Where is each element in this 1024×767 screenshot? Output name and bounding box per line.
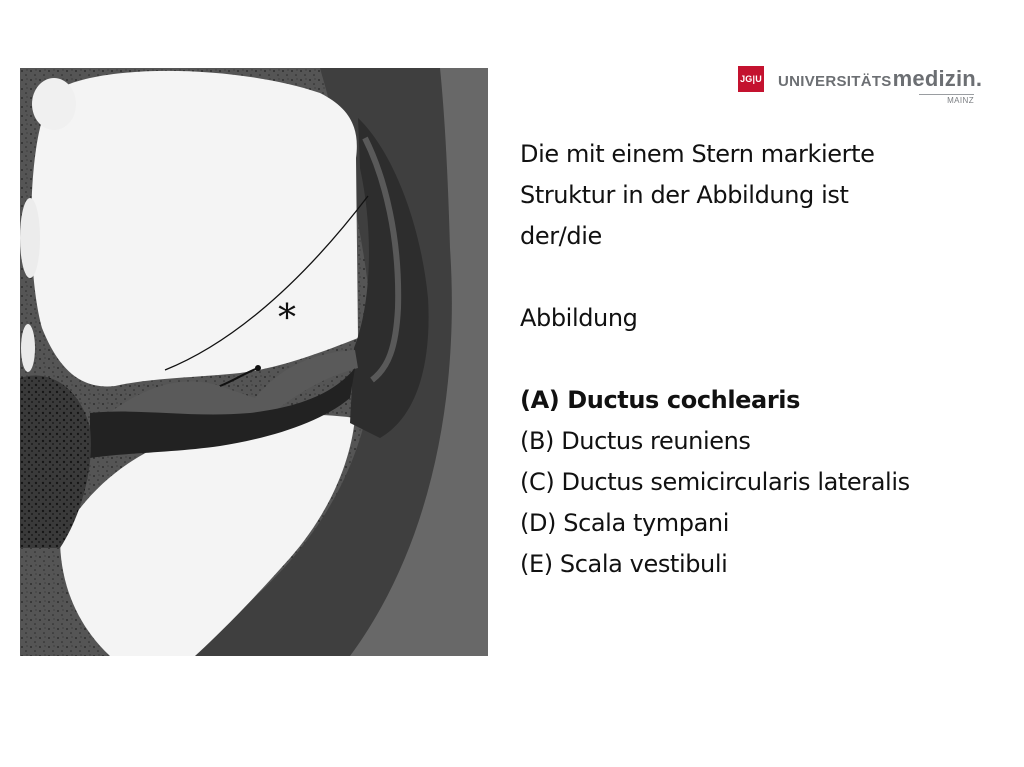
university-logo <box>738 66 988 106</box>
logo-word-light: UNIVERSITÄTS <box>778 73 892 90</box>
logo-wordmark <box>778 66 982 92</box>
answer-option-a: (A) Ductus cochlearis <box>520 386 800 414</box>
asterisk-marker: * <box>278 298 296 339</box>
answer-option-e: (E) Scala vestibuli <box>520 550 728 578</box>
jgu-logo-mark: JG|U <box>738 66 764 92</box>
figure-reference: Abbildung <box>520 304 638 332</box>
cochlea-section-image <box>20 68 488 656</box>
answer-option-c: (C) Ductus semicircularis lateralis <box>520 468 910 496</box>
question-line: der/die <box>520 222 602 250</box>
question-line: Struktur in der Abbildung ist <box>520 181 849 209</box>
histology-figure <box>20 68 488 656</box>
question-line: Die mit einem Stern markierte <box>520 140 875 168</box>
answer-option-b: (B) Ductus reuniens <box>520 427 751 455</box>
answer-option-d: (D) Scala tympani <box>520 509 729 537</box>
question-text-block <box>520 134 1000 585</box>
logo-word-bold: medizin. <box>892 66 983 91</box>
logo-city: MAINZ <box>919 94 974 105</box>
